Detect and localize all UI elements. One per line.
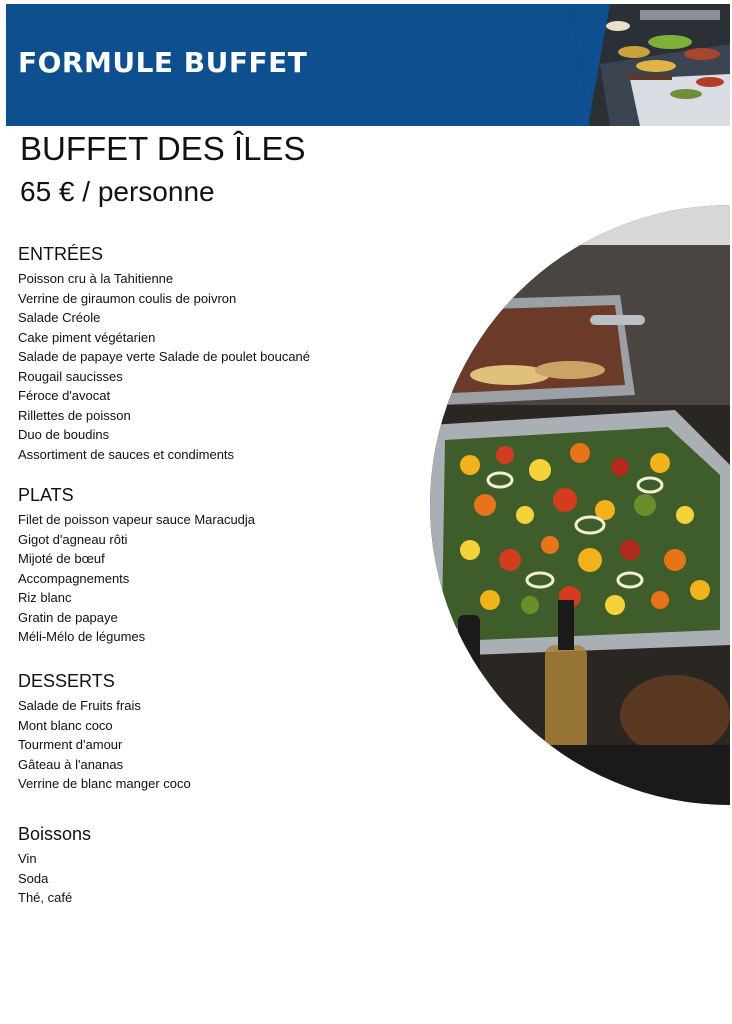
menu-item: Duo de boudins bbox=[18, 427, 110, 442]
menu-item: Assortiment de sauces et condiments bbox=[18, 446, 235, 462]
buffet-tray-photo bbox=[430, 205, 730, 805]
menu-item: Féroce d'avocat bbox=[18, 388, 111, 403]
menu-item: Tourment d'amour bbox=[18, 737, 123, 752]
menu-item: Thé, café bbox=[18, 890, 73, 905]
menu-item: Gratin de papaye bbox=[18, 609, 118, 625]
section-boissons bbox=[18, 824, 91, 908]
section-title: ENTRÉES bbox=[18, 244, 104, 264]
menu-item: Accompagnements bbox=[18, 570, 130, 586]
menu-item: Vin bbox=[18, 851, 37, 866]
menu-item: Filet de poisson vapeur sauce Maracudja bbox=[18, 512, 256, 527]
menu-item: Verrine de giraumon coulis de poivron bbox=[18, 290, 237, 306]
menu-title: BUFFET DES ÎLES bbox=[20, 130, 306, 167]
menu-item: Méli-Mélo de légumes bbox=[18, 629, 146, 644]
menu-item: Gâteau à l'ananas bbox=[18, 756, 124, 772]
menu-price: 65 € / personne bbox=[20, 176, 215, 207]
section-entrees bbox=[18, 244, 310, 464]
header-banner bbox=[6, 4, 730, 126]
section-title: Boissons bbox=[18, 824, 92, 844]
menu-item: Mont blanc coco bbox=[18, 717, 113, 733]
menu-item: Gigot d'agneau rôti bbox=[18, 531, 128, 547]
menu-item: Poisson cru à la Tahitienne bbox=[18, 271, 174, 286]
menu-item: Mijoté de bœuf bbox=[18, 551, 105, 566]
menu-item: Salade de Fruits frais bbox=[18, 698, 141, 713]
menu-item: Cake piment végétarien bbox=[18, 329, 156, 345]
menu-item: Salade de papaye verte Salade de poulet boucané bbox=[18, 349, 311, 364]
banner-title: FORMULE BUFFET bbox=[18, 46, 308, 79]
menu-item: Rougail saucisses bbox=[18, 368, 123, 384]
buffet-banner-photo bbox=[570, 4, 730, 126]
menu-item: Salade Créole bbox=[18, 310, 101, 325]
section-plats bbox=[18, 485, 255, 647]
menu-item: Soda bbox=[18, 870, 49, 886]
menu-item: Rillettes de poisson bbox=[18, 407, 131, 423]
section-title: DESSERTS bbox=[18, 671, 115, 691]
section-title: PLATS bbox=[18, 485, 74, 505]
menu-item: Verrine de blanc manger coco bbox=[18, 776, 191, 791]
section-desserts bbox=[18, 671, 191, 794]
menu-item: Riz blanc bbox=[18, 590, 72, 605]
